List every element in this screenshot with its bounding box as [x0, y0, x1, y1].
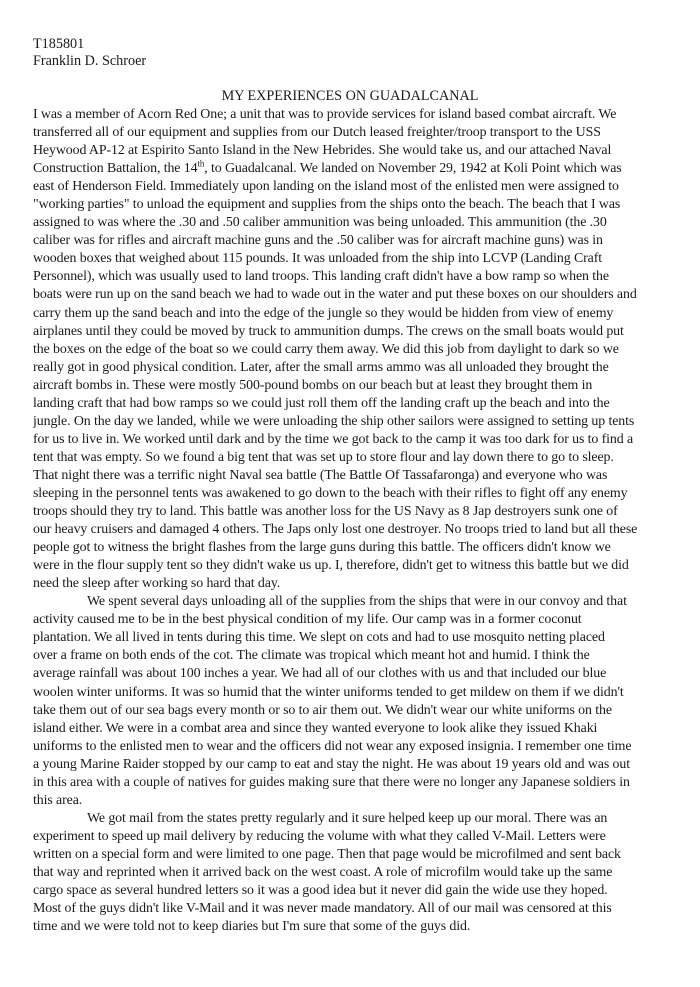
text-line: east of Henderson Field. Immediately upon landing on the island most of the enlisted men were assigned to: [33, 179, 619, 195]
text-line: Construction Battalion, the 14th, to Guadalcanal. We landed on November 29, 1942 at Koli Point which was: [33, 160, 622, 177]
text-line: island either. We were in a combat area and since they wanted everyone to look alike they issued Khaki: [33, 720, 598, 736]
text-line: boats were run up on the sand beach we had to wade out in the water and put these boxes on our shoulders and: [33, 287, 637, 303]
text-line: this area.: [33, 792, 83, 808]
document-id: T185801: [33, 36, 85, 52]
text-line: caliber was for rifles and aircraft machine guns and the .50 caliber was for aircraft machine guns) was in: [33, 233, 603, 249]
text-line: plantation. We all lived in tents during this time. We slept on cots and had to use mosquito netting placed: [33, 630, 605, 646]
text-line: really got in good physical condition. Later, after the small arms ammo was all unloaded they brought the: [33, 359, 609, 375]
text-line: Personnel), which was usually used to land troops. This landing craft didn't have a bow ramp so when the: [33, 269, 609, 285]
text-line: take them out of our sea bags every month or so to air them out. We didn't wear our white uniforms on the: [33, 702, 612, 718]
text-line: I was a member of Acorn Red One; a unit that was to provide services for island based combat aircraft. We: [33, 107, 617, 122]
text-line: over a frame on both ends of the cot. The climate was tropical which meant hot and humid. I think the: [33, 648, 590, 664]
text-line: We got mail from the states pretty regularly and it sure helped keep up our moral. There was an: [87, 810, 608, 826]
text-line: written on a special form and were limited to one page. Then that page would be microfilmed and sent back: [33, 846, 621, 862]
text-line: airplanes until they could be moved by truck to ammunition dumps. The crews on the small boats would put: [33, 323, 624, 339]
text-line: tent that was empty. So we found a big tent that was set up to store flour and lay down there to go to sleep.: [33, 449, 614, 465]
text-line: activity caused me to be in the best physical condition of my life. Our camp was in a former coconut: [33, 612, 582, 628]
text-line: landing craft that had bow ramps so we could just roll them off the landing craft up the beach and into the: [33, 395, 610, 411]
text-line: Heywood AP-12 at Espirito Santo Island in the New Hebrides. She would take us, and our attached Naval: [33, 143, 612, 159]
text-line: assigned to was where the .30 and .50 caliber ammunition was being unloaded. This ammunition (the .30: [33, 215, 607, 231]
text-line: That night there was a terrific night Naval sea battle (The Battle Of Tassafaronga) and everyone who was: [33, 467, 608, 483]
document-title: MY EXPERIENCES ON GUADALCANAL: [221, 88, 479, 104]
text-line: carry them up the sand beach and into the edge of the jungle so they would be hidden from view of enemy: [33, 305, 614, 321]
text-line: jungle. On the day we landed, while we were unloading the ship other sailors were assigned to setting up tents: [33, 413, 635, 429]
text-line: our heavy cruisers and damaged 4 others. The Japs only lost one destroyer. No troops tried to land but all these: [33, 522, 638, 538]
text-line: uniforms to the enlisted men to wear and the officers did not wear any exposed insignia. I remember one time: [33, 738, 632, 754]
text-line: "working parties" to unload the equipment and supplies from the ships onto the beach. The beach that I was: [33, 197, 621, 213]
text-line: experiment to speed up mail delivery by reducing the volume with what they called V-Mail. Letters were: [33, 828, 606, 844]
text-line: time and we were told not to keep diaries but I'm sure that some of the guys did.: [33, 919, 471, 935]
text-line: for us to live in. We worked until dark and by the time we got back to the camp it was too dark for us to find a: [33, 431, 634, 447]
text-line: Most of the guys didn't like V-Mail and it was never made mandatory. All of our mail was censored at this: [33, 901, 612, 917]
text-line: people got to witness the bright flashes from the large guns during this battle. The officers didn't know we: [33, 540, 611, 556]
text-line: wooden boxes that weighed about 115 pounds. It was unloaded from the ship into LCVP (Landing Craft: [33, 251, 603, 267]
text-line: average rainfall was about 100 inches a year. We had all of our clothes with us and that included our blue: [33, 666, 607, 682]
text-line: that way and reprinted when it arrived back on the west coast. A role of microfilm would take up the same: [33, 864, 613, 880]
text-line: woolen winter uniforms. It was so humid that the winter uniforms tended to get mildew on them if we didn't: [33, 684, 624, 700]
text-line: in this area with a couple of natives for guides making sure that there were no longer any Japanese soldiers in: [33, 774, 630, 790]
text-line: We spent several days unloading all of the supplies from the ships that were in our convoy and that: [87, 594, 627, 610]
document-header: [33, 36, 146, 70]
text-line: need the sleep after working so hard that day.: [33, 576, 281, 592]
text-line: sleeping in the personnel tents was awakened to go down to the beach with their rifles to fight off any enemy: [33, 485, 628, 501]
text-line: aircraft bombs in. These were mostly 500-pound bombs on our beach but at least they brought them in: [33, 377, 593, 393]
text-line: were in the flour supply tent so they didn't wake us up. I, therefore, didn't get to witness this battle but we did: [33, 558, 629, 574]
text-line: the boxes on the edge of the boat so we could carry them away. We did this job from daylight to dark so we: [33, 341, 619, 357]
text-line: transferred all of our equipment and supplies from our Dutch leased freighter/troop transport to the USS: [33, 125, 601, 141]
document-body: [33, 106, 693, 936]
text-line: troops should they try to land. This battle was another loss for the US Navy as 8 Jap destroyers sunk one of: [33, 504, 618, 520]
text-line: a young Marine Raider stopped by our camp to eat and stay the night. He was about 19 years old and was out: [33, 756, 630, 772]
author-name: Franklin D. Schroer: [33, 53, 147, 69]
text-line: cargo space as several hundred letters so it was a good idea but it never did gain the wide use they hoped.: [33, 883, 608, 899]
